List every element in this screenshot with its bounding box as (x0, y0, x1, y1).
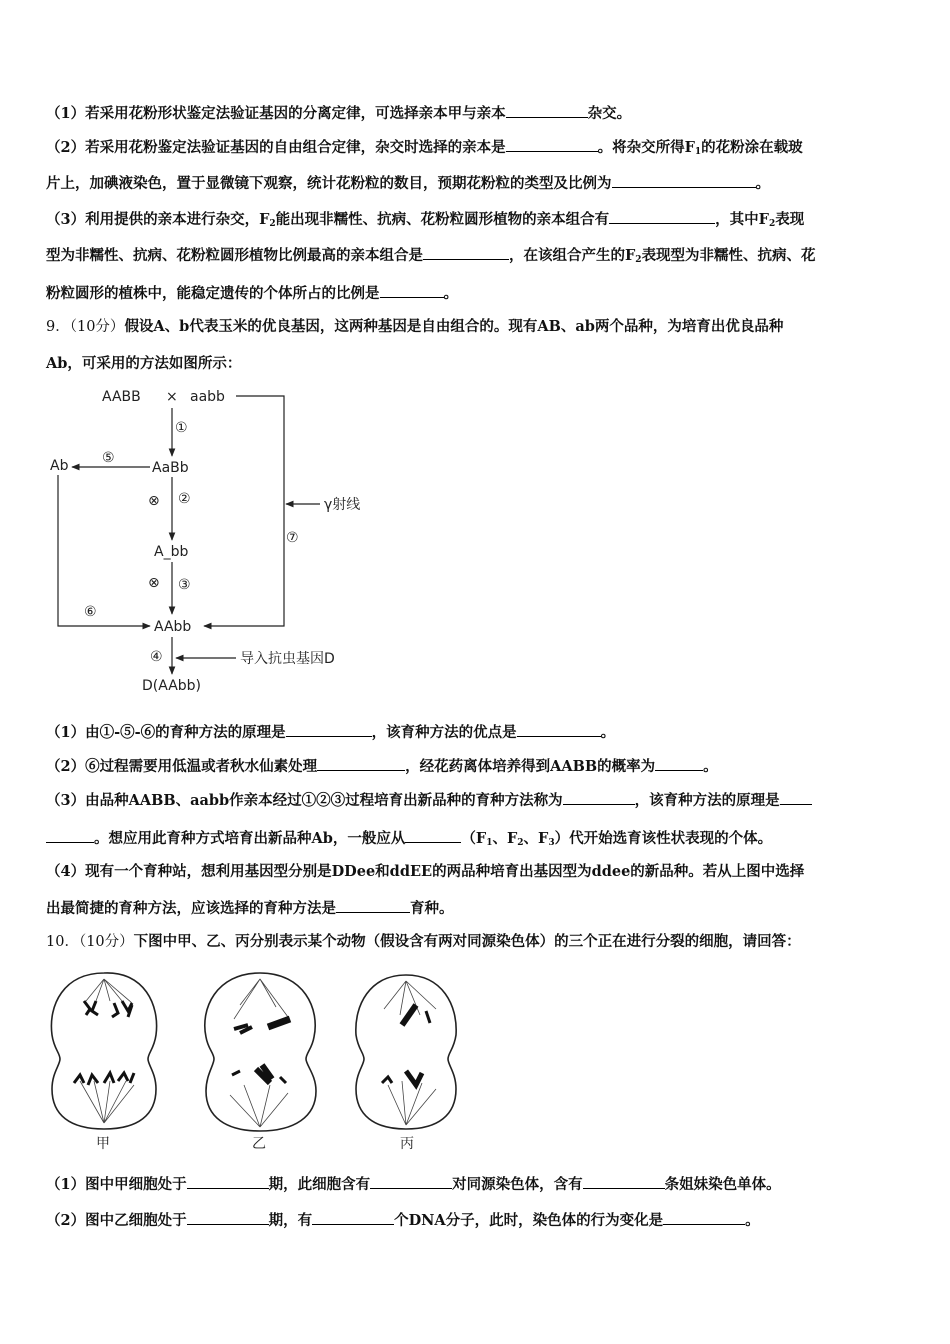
selfing-symbol-1: ⊗ (148, 493, 160, 509)
cell-label-yi: 乙 (252, 1136, 266, 1152)
selfing-symbol-2: ⊗ (148, 575, 160, 591)
f1-aabb: AaBb (152, 460, 189, 476)
q8-part3-cont: 型为非糯性、抗病、花粉粒圆形植物比例最高的亲本组合是 ，在该组合产生的$F_2$表现型为非糯性、抗病、花 (46, 247, 816, 265)
chromosomes-yi-bottom (256, 1065, 272, 1083)
arrow-step7 (204, 396, 284, 626)
q9-intro-cont: Ab，可采用的方法如图所示： (46, 355, 242, 372)
answer-blank[interactable] (517, 722, 601, 737)
q9-sub4-cont: 出最简捷的育种方法，应该选择的育种方法是 育种。 (46, 900, 454, 917)
q9-sub4: （4）现有一个育种站，想利用基因型分别是DDee和ddEE的两品种培育出基因型为ddee的新品种。若从上图中选择 (46, 863, 805, 880)
step-5-label: ⑤ (102, 450, 115, 466)
answer-blank[interactable] (780, 790, 812, 805)
answer-blank[interactable] (506, 103, 588, 118)
q10-sub2: （2）图中乙细胞处于 期，有 个DNA分子，此时，染色体的行为变化是 。 (46, 1212, 760, 1229)
chromosome-yi-large-top (268, 1019, 290, 1027)
answer-blank[interactable] (187, 1210, 269, 1225)
cell-bing-membrane (356, 975, 456, 1129)
answer-blank[interactable] (563, 790, 635, 805)
f2-a-bb: A_bb (154, 544, 189, 560)
final-daabb: D(AAbb) (142, 678, 202, 694)
q9-sub1: （1）由①-⑤-⑥的育种方法的原理是 ，该育种方法的优点是 。 (46, 724, 616, 741)
cell-label-jia: 甲 (96, 1136, 110, 1152)
step-4-label: ④ (150, 649, 163, 665)
chromosomes-jia-top (84, 1001, 132, 1017)
target-aabb: AAbb (154, 619, 192, 635)
step-1-label: ① (175, 420, 188, 436)
q8-part3: （3）利用提供的亲本进行杂交，$F_2$能出现非糯性、抗病、花粉粒圆形植物的亲本组合有 ，其中$F_2$表现 (46, 211, 805, 229)
cell-yi-membrane (205, 973, 316, 1131)
q10-intro: 10．（10分）下图中甲、乙、丙分别表示某个动物（假设含有两对同源染色体）的三个正在进行分裂的细胞，请回答： (46, 933, 801, 950)
answer-blank[interactable] (609, 209, 715, 224)
cell-jia-membrane (51, 973, 156, 1129)
answer-blank[interactable] (655, 756, 703, 771)
answer-blank[interactable] (423, 245, 509, 260)
answer-blank[interactable] (46, 828, 94, 843)
answer-blank[interactable] (663, 1210, 745, 1225)
answer-blank[interactable] (506, 137, 598, 152)
haploid-ab: Ab (50, 458, 69, 474)
q8-part1: （1）若采用花粉形状鉴定法验证基因的分离定律，可选择亲本甲与亲本 杂交。 (46, 105, 632, 122)
answer-blank[interactable] (187, 1174, 269, 1189)
cross-sign: × (166, 389, 178, 405)
spindle-jia (80, 979, 134, 1123)
answer-blank[interactable] (317, 756, 405, 771)
chromosome-bing-bottom (406, 1071, 422, 1085)
parent-aabb-upper: AABB (102, 389, 141, 405)
answer-blank[interactable] (370, 1174, 452, 1189)
q9-sub3: （3）由品种AABB、aabb作亲本经过①②③过程培育出新品种的育种方法称为 ，该育种方法的原理是 (46, 790, 908, 811)
step-7-label: ⑦ (286, 530, 299, 546)
answer-blank[interactable] (312, 1210, 394, 1225)
step-2-label: ② (178, 491, 191, 507)
q9-intro: 9．（10分）假设A、b代表玉米的优良基因，这两种基因是自由组合的。现有AB、ab两个品种，为培育出优良品种 (46, 318, 784, 335)
cell-division-figure (44, 965, 474, 1155)
q8-part2: （2）若采用花粉鉴定法验证基因的自由组合定律，杂交时选择的亲本是 。将杂交所得$F_1$的花粉涂在载玻 (46, 139, 803, 157)
arrow-step6 (58, 475, 150, 626)
answer-blank[interactable] (612, 173, 756, 188)
gamma-ray-label: γ射线 (324, 497, 361, 513)
spindle-bing (384, 981, 436, 1125)
step-3-label: ③ (178, 577, 191, 593)
parent-aabb-lower: aabb (190, 389, 225, 405)
q9-sub3-cont: 。想应用此育种方式培育出新品种Ab，一般应从 （$F_1$、$F_2$、$F_3$）代开始选育该性状表现的个体。 (46, 828, 908, 853)
answer-blank[interactable] (286, 722, 372, 737)
chromosome-bing-top (402, 1005, 416, 1025)
q10-sub1: （1）图中甲细胞处于 期，此细胞含有 对同源染色体，含有 条姐妹染色单体。 (46, 1176, 781, 1193)
q8-part2-cont: 片上，加碘液染色，置于显微镜下观察，统计花粉粒的数目，预期花粉粒的类型及比例为 。 (46, 175, 770, 192)
answer-blank[interactable] (336, 898, 410, 913)
chromosome-bing-bottom-small (382, 1077, 392, 1083)
q8-part3-cont2: 粉粒圆形的植株中，能稳定遗传的个体所占的比例是 。 (46, 285, 458, 302)
insert-gene-label: 导入抗虫基因D (240, 651, 335, 667)
breeding-diagram (44, 382, 384, 700)
step-6-label: ⑥ (84, 604, 97, 620)
answer-blank[interactable] (405, 828, 461, 843)
q9-sub2: （2）⑥过程需要用低温或者秋水仙素处理 ，经花药离体培养得到AABB的概率为 。 (46, 758, 718, 775)
answer-blank[interactable] (380, 283, 444, 298)
chromosomes-yi-top (234, 1025, 252, 1033)
answer-blank[interactable] (583, 1174, 665, 1189)
cell-label-bing: 丙 (400, 1136, 414, 1152)
spindle-yi (230, 979, 288, 1127)
chromosome-bing-top-small (426, 1011, 430, 1023)
